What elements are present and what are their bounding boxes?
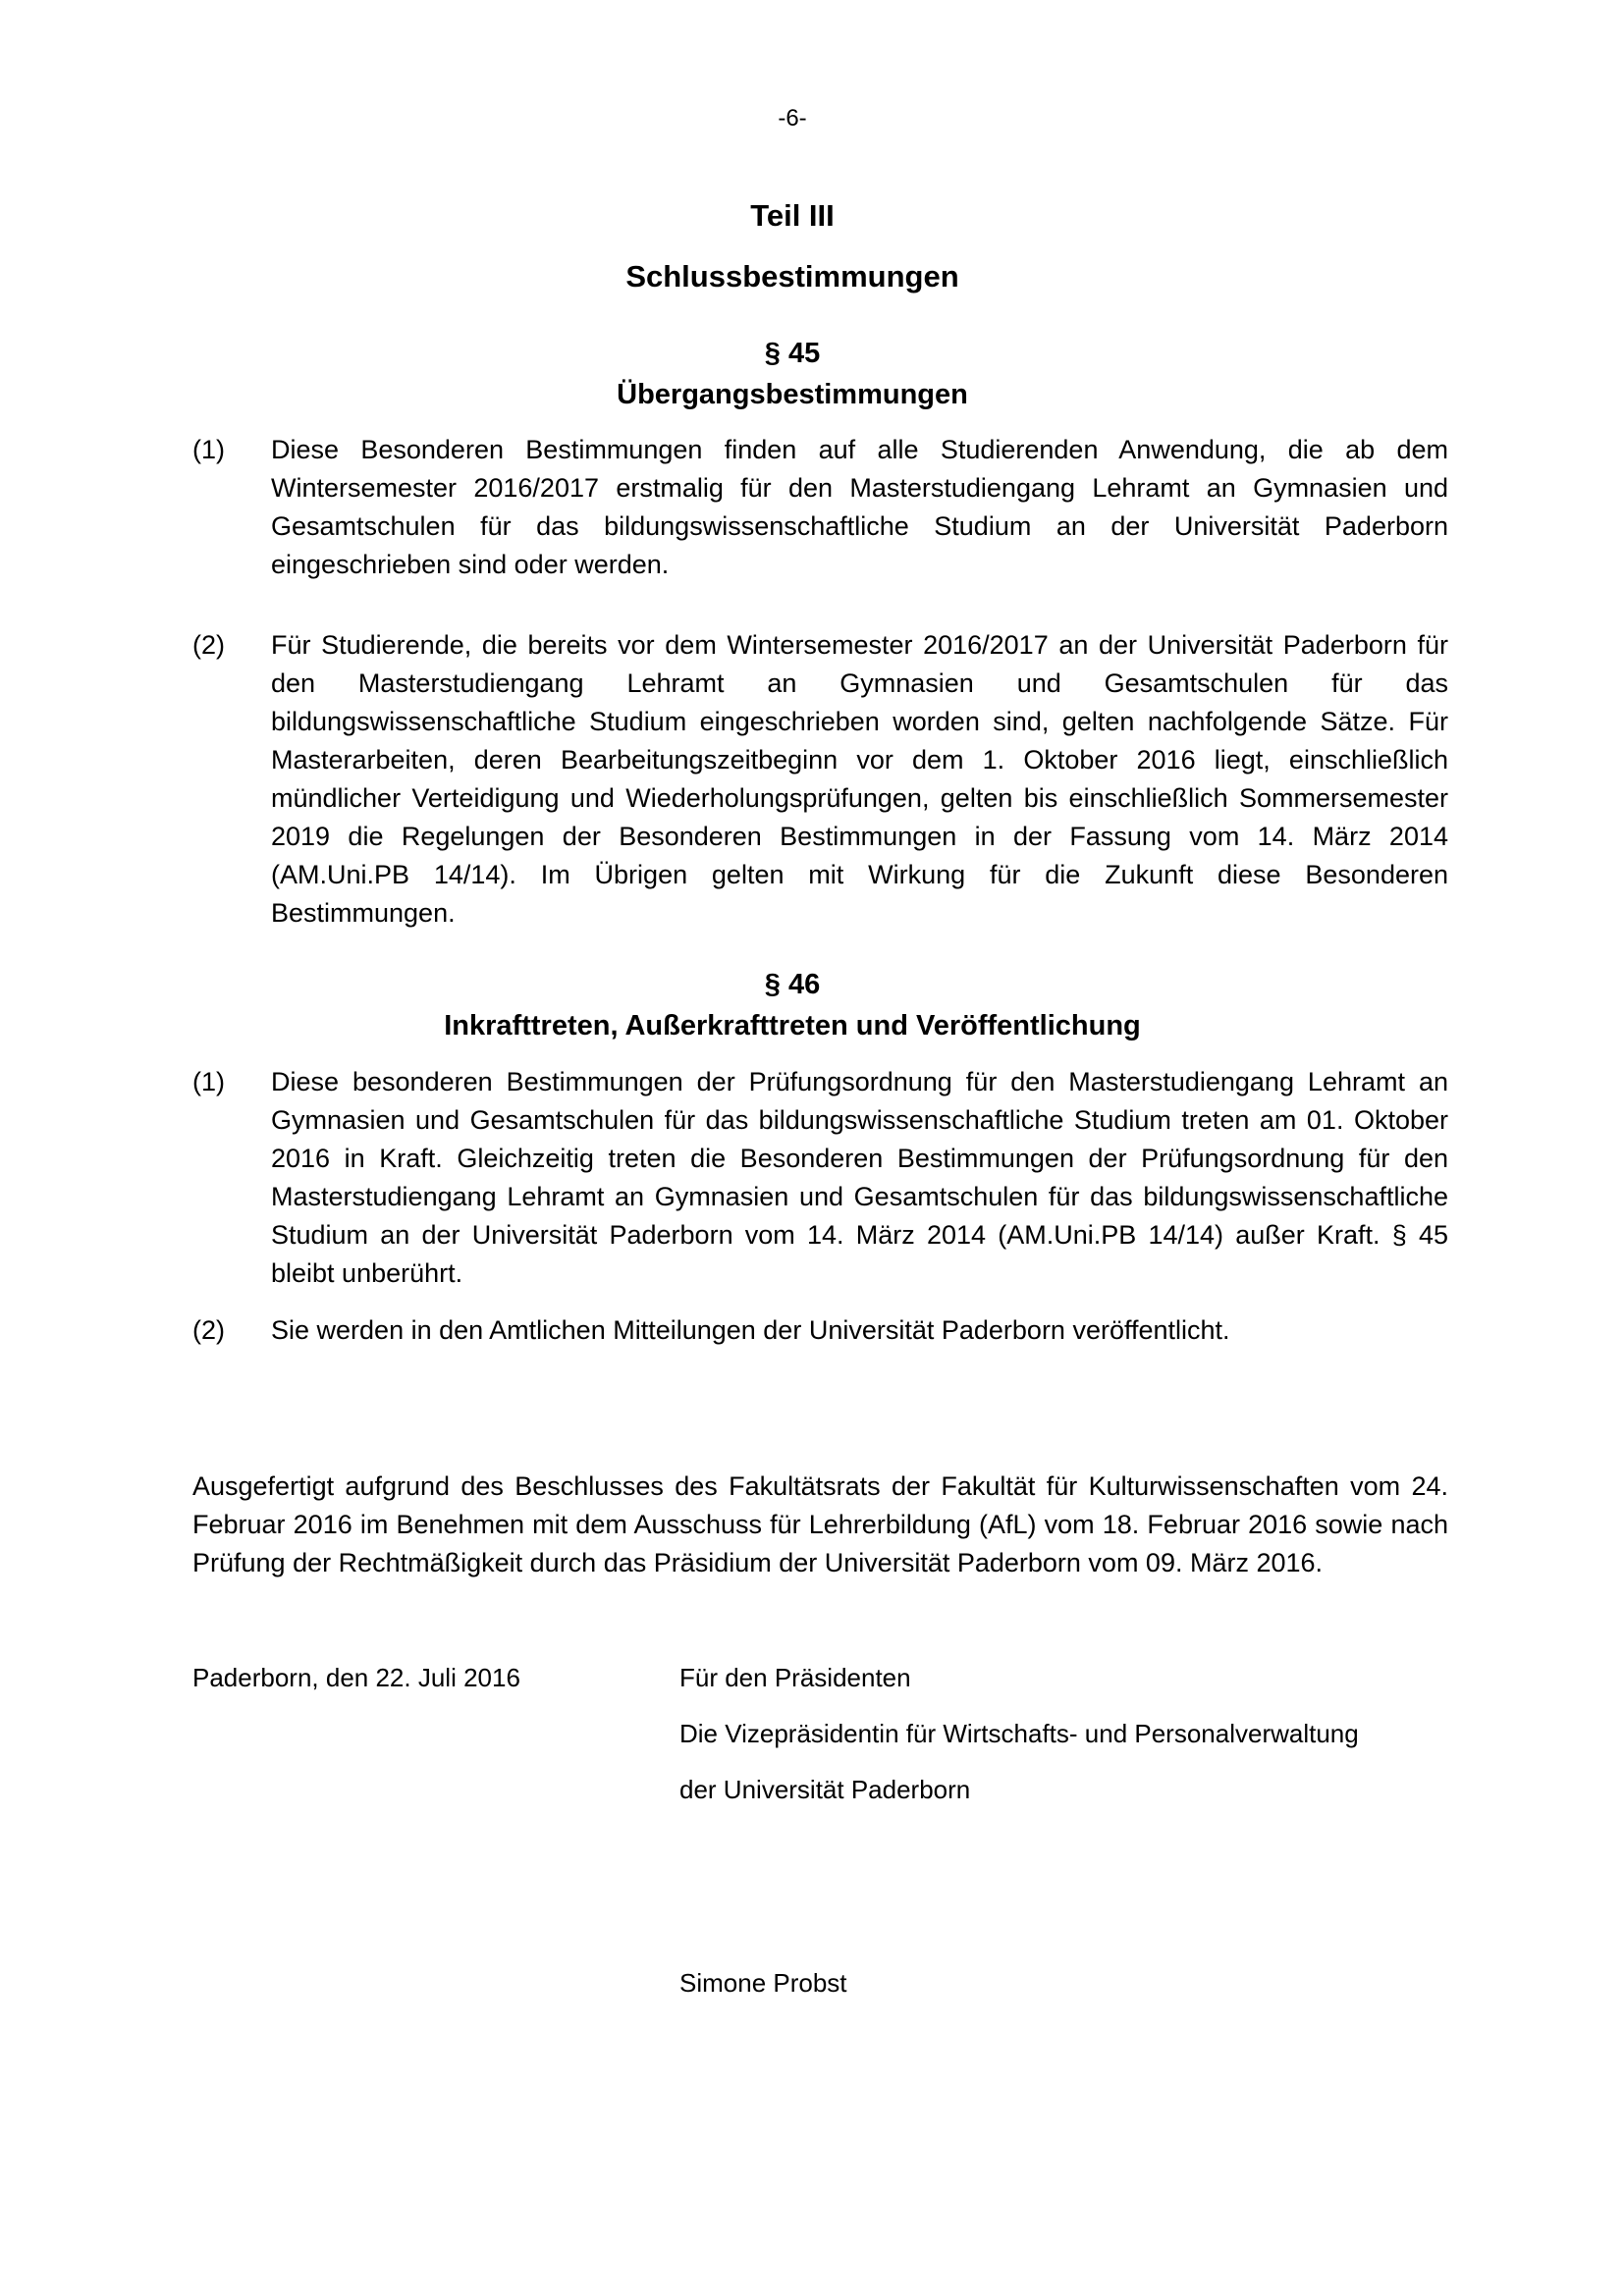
- section-45-number: § 45: [764, 338, 821, 369]
- execution-note: Ausgefertigt aufgrund des Beschlusses des Fakultätsrats der Fakultät für Kulturwissenschaften vom 24. Februar 2016 im Benehmen mit dem Ausschuss für Lehrerbildung (AfL) vom 18. Februar 2016 sowie nach Prüfung der Rechtmäßigkeit durch das Präsidium der Universität Paderborn vom 09. März 2016.: [192, 1471, 1448, 1577]
- paragraph-number: (2): [192, 1315, 225, 1345]
- section-46-title: Inkrafttreten, Außerkrafttreten und Veröffentlichung: [444, 1010, 1141, 1041]
- part-subtitle: Schlussbestimmungen: [625, 259, 959, 294]
- section-45-title: Übergangsbestimmungen: [617, 379, 968, 410]
- signature-institution-line: der Universität Paderborn: [679, 1775, 971, 1804]
- paragraph-number: (1): [192, 435, 225, 464]
- signature-for-line: Für den Präsidenten: [679, 1663, 911, 1692]
- paragraph-number: (1): [192, 1067, 225, 1096]
- paragraph-text: Für Studierende, die bereits vor dem Wintersemester 2016/2017 an der Universität Paderborn für den Masterstudiengang Lehramt an Gymnasien und Gesamtschulen für das bildungswissenschaftliche Studium eingeschrieben worden sind, gelten nachfolgende Sätze. Für Masterarbeiten, deren Bearbeitungszeitbeginn vor dem 1. Oktober 2016 liegt, einschließlich mündlicher Verteidigung und Wiederholungsprüfungen, gelten bis einschließlich Sommersemester 2019 die Regelungen der Besonderen Bestimmungen in der Fassung vom 14. März 2014 (AM.Uni.PB 14/14). Im Übrigen gelten mit Wirkung für die Zukunft diese Besonderen Bestimmungen.: [271, 630, 1448, 928]
- section-46-number: § 46: [764, 969, 821, 1000]
- paragraph-text: Sie werden in den Amtlichen Mitteilungen der Universität Paderborn veröffentlicht.: [271, 1315, 1230, 1345]
- paragraph-number: (2): [192, 630, 225, 660]
- paragraph-text: Diese besonderen Bestimmungen der Prüfungsordnung für den Masterstudiengang Lehramt an Gymnasien und Gesamtschulen für das bildungswissenschaftliche Studium treten am 01. Oktober 2016 in Kraft. Gleichzeitig treten die Besonderen Bestimmungen der Prüfungsordnung für den Masterstudiengang Lehramt an Gymnasien und Gesamtschulen für das bildungswissenschaftliche Studium an der Universität Paderborn vom 14. März 2014 (AM.Uni.PB 14/14) außer Kraft. § 45 bleibt unberührt.: [271, 1067, 1448, 1288]
- signature-place-date: Paderborn, den 22. Juli 2016: [192, 1663, 520, 1692]
- section-45-paragraph-1: [192, 431, 1448, 584]
- signature-name: Simone Probst: [679, 1968, 847, 1998]
- section-46-paragraph-1: [192, 1063, 1448, 1293]
- section-46-paragraph-2: [192, 1311, 1448, 1350]
- page-number: -6-: [778, 105, 807, 132]
- signature-role-line: Die Vizepräsidentin für Wirtschafts- und Personalverwaltung: [679, 1719, 1359, 1748]
- part-title: Teil III: [750, 198, 835, 233]
- paragraph-text: Diese Besonderen Bestimmungen finden auf alle Studierenden Anwendung, die ab dem Wintersemester 2016/2017 erstmalig für den Masterstudiengang Lehramt an Gymnasien und Gesamtschulen für das bildungswissenschaftliche Studium an der Universität Paderborn eingeschrieben sind oder werden.: [271, 435, 1448, 579]
- section-45-paragraph-2: [192, 626, 1448, 933]
